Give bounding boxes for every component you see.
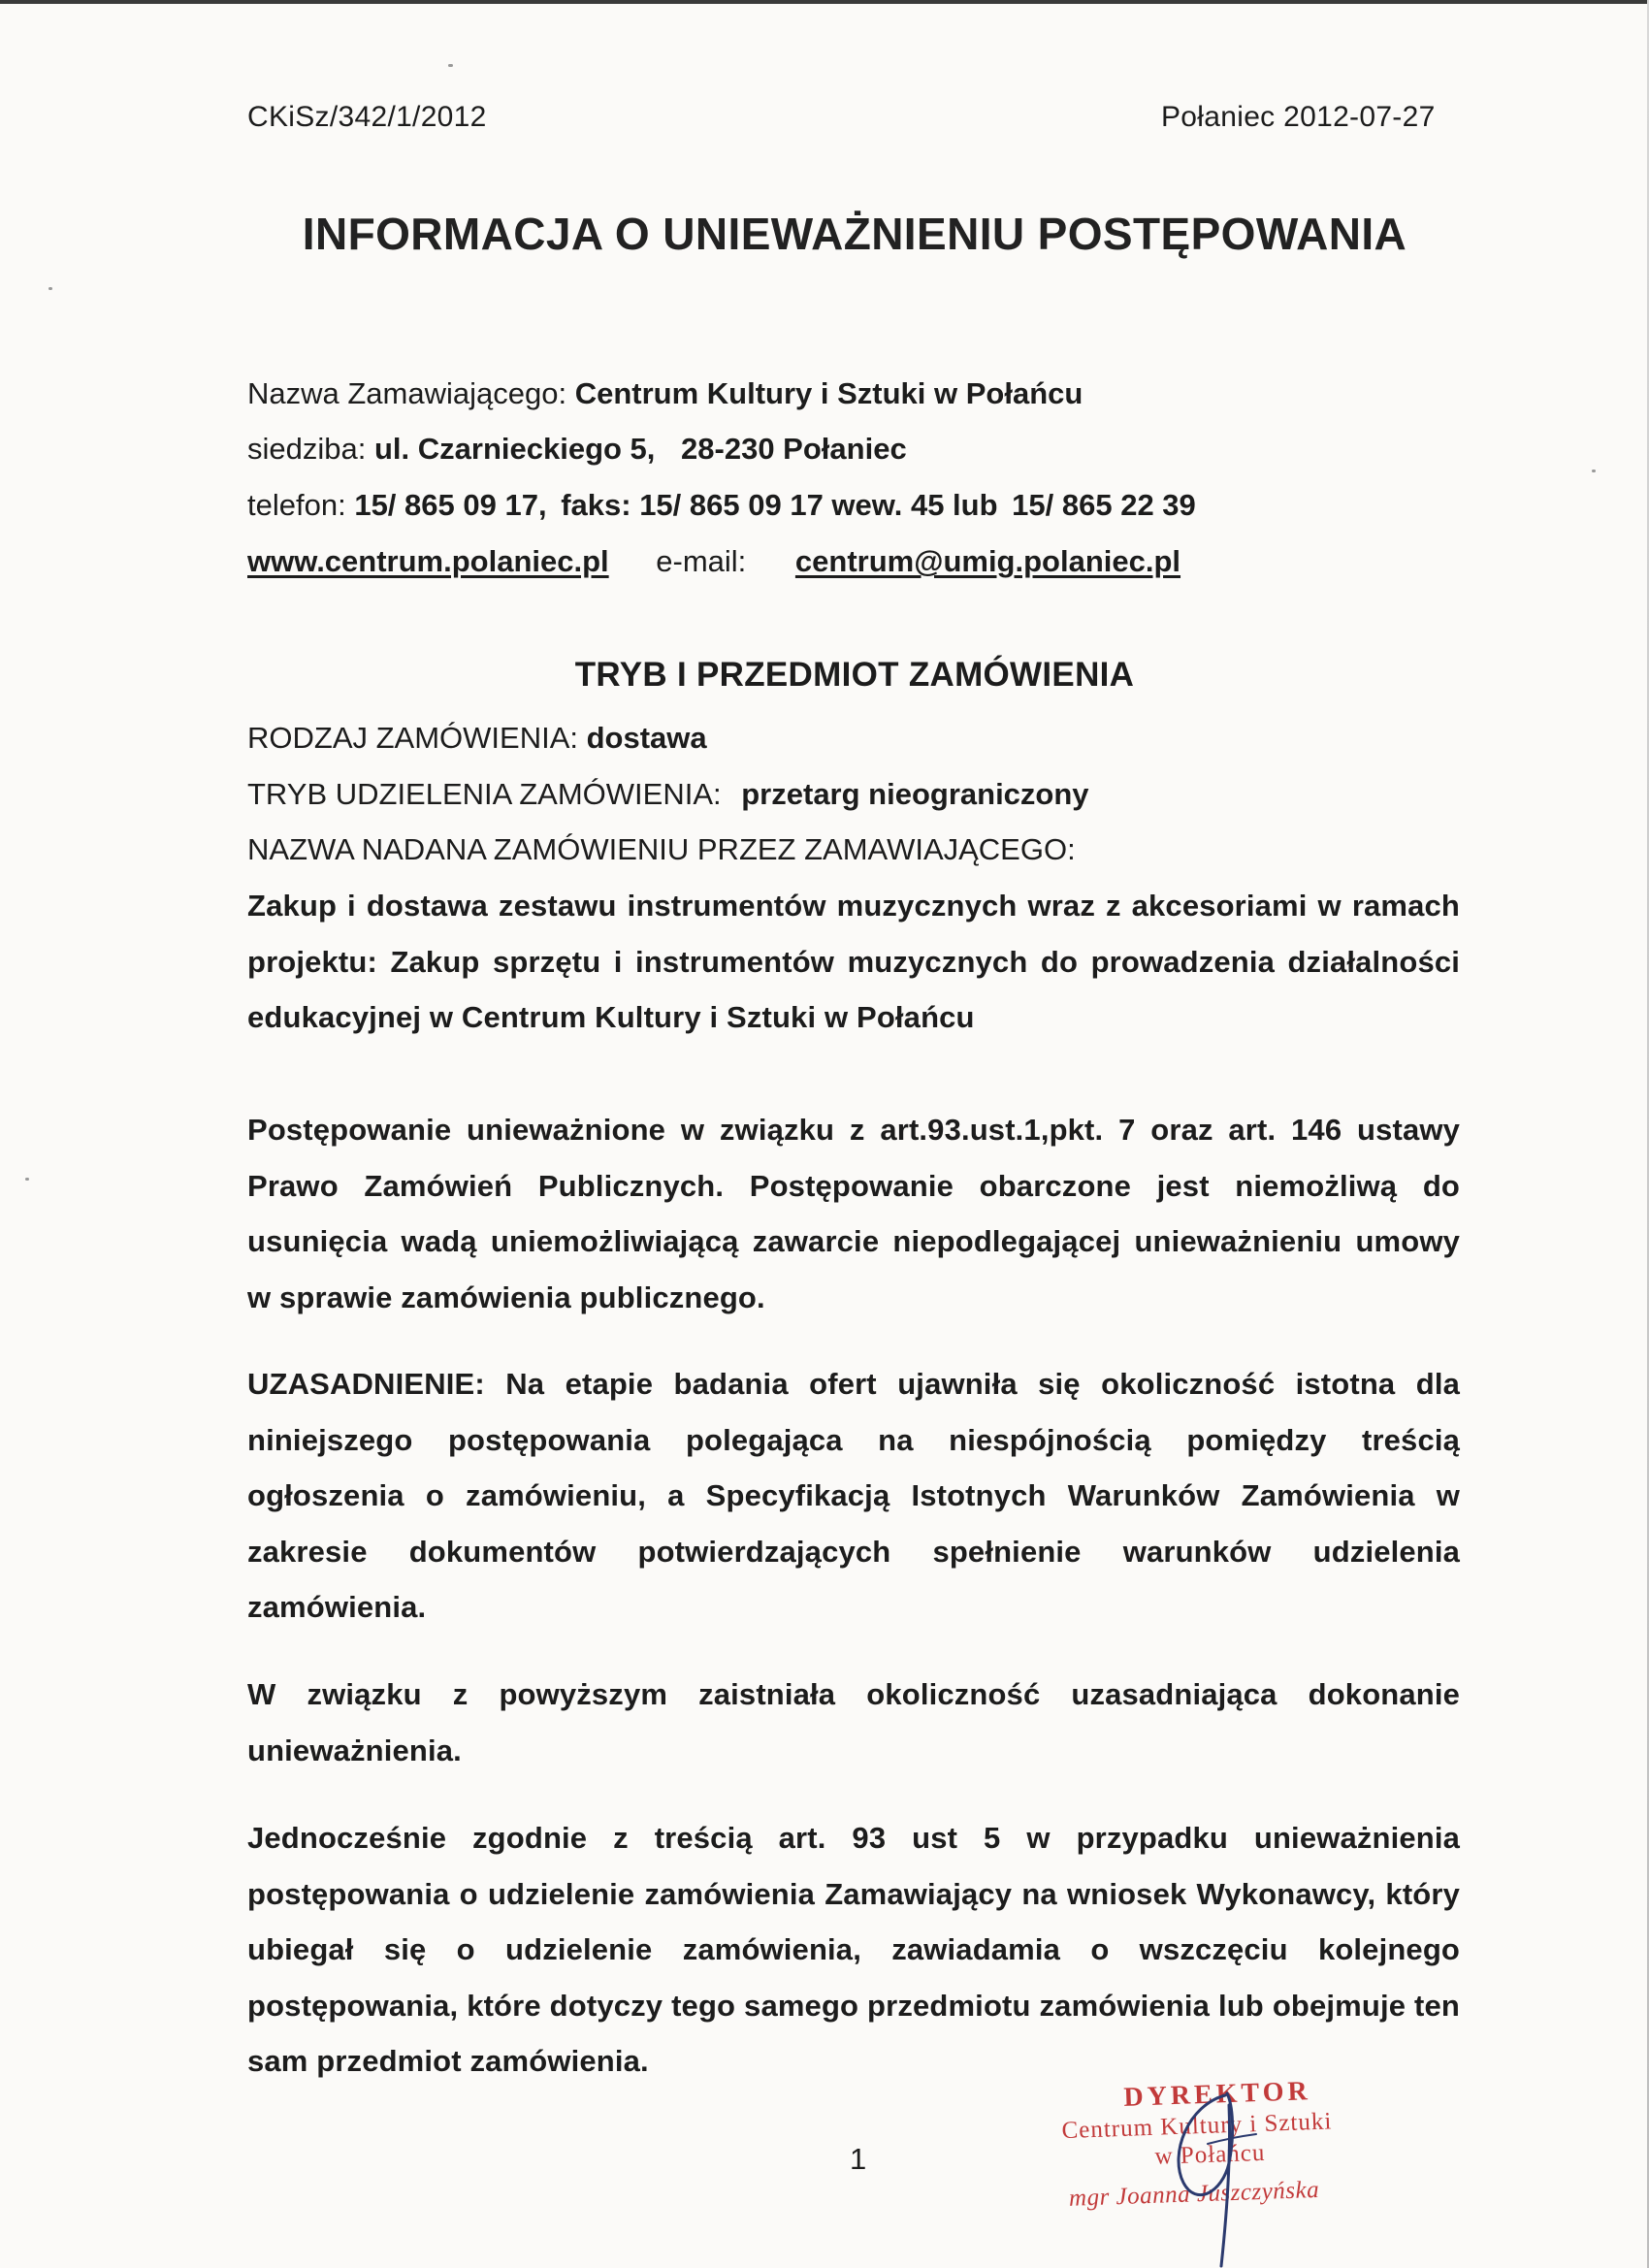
website-link[interactable]: www.centrum.polaniec.pl [247, 544, 609, 578]
page-number: 1 [850, 2142, 867, 2176]
scan-speck [48, 287, 52, 290]
authority-phone-line [247, 488, 1196, 523]
scan-speck [448, 64, 453, 67]
annulment-paragraph: Postępowanie unieważnione w związku z art.93.ust.1,pkt. 7 oraz art. 146 ustawy Prawo Zamówień Publicznych. Postępowanie obarczone jest niemożliwą do usunięcia wadą uniemożliwiającą zawarcie niepodlegającej unieważnieniu umowy w sprawie zamówienia publicznego. [247, 1113, 1460, 1314]
justification-paragraph: UZASADNIENIE: Na etapie badania ofert ujawniła się okoliczność istotna dla niniejszego postępowania polegająca na niespójnością pomiędzy treścią ogłoszenia o zamówieniu, a Specyfikacją Istotnych Warunków Zamówienia w zakresie dokumentów potwierdzających spełnienie warunków udzielenia zamówienia. [247, 1367, 1460, 1624]
handwritten-signature [1149, 2076, 1276, 2268]
stamp-title: DYREKTOR [1122, 2076, 1312, 2113]
email-link[interactable]: centrum@umig.polaniec.pl [794, 544, 1181, 578]
fax-label: faks: [561, 488, 631, 522]
award-mode-value: przetarg nieograniczony [741, 777, 1089, 811]
fax-value-second: 15/ 865 22 39 [1012, 488, 1196, 522]
seat-label: siedziba: [247, 432, 367, 466]
place-and-date: Połaniec 2012-07-27 [1161, 101, 1436, 133]
notice-paragraph: Jednocześnie zgodnie z treścią art. 93 ust 5 w przypadku unieważnienia postępowania o udzielenie zamówienia Zamawiający na wniosek Wykonawcy, który ubiegał się o udzielenie zamówienia, zawiadamia o wszczęciu kolejnego postępowania, które dotyczy tego samego przedmiotu zamówienia lub obejmuje ten sam przedmiot zamówienia. [247, 1821, 1460, 2078]
authority-seat-line [247, 432, 907, 467]
stamp-location: w Połańcu [1154, 2139, 1266, 2170]
phone-label: telefon: [247, 488, 346, 522]
authority-name-line [247, 376, 1083, 411]
email-label: e-mail: [656, 544, 747, 578]
phone-value: 15/ 865 09 17, [354, 488, 547, 522]
scan-speck [1592, 470, 1596, 472]
document-title: INFORMACJA O UNIEWAŻNIENIU POSTĘPOWANIA [302, 209, 1407, 259]
order-type-line [247, 721, 707, 756]
seat-address: ul. Czarnieckiego 5, [373, 432, 656, 466]
seat-postcode-city: 28-230 Połaniec [681, 432, 907, 466]
order-type-label: RODZAJ ZAMÓWIENIA: [247, 721, 578, 755]
stamp-person: mgr Joanna Juszczyńska [1068, 2176, 1320, 2212]
authority-name-label: Nazwa Zamawiającego: [247, 376, 567, 410]
page-top-edge [0, 0, 1649, 4]
scan-speck [25, 1178, 29, 1181]
order-name-label: NAZWA NADANA ZAMÓWIENIU PRZEZ ZAMAWIAJĄCEGO: [247, 832, 1076, 866]
fax-value: 15/ 865 09 17 wew. 45 lub [639, 488, 998, 522]
award-mode-label: TRYB UDZIELENIA ZAMÓWIENIA: [247, 777, 722, 811]
stamp-institution: Centrum Kultury i Sztuki [1061, 2108, 1333, 2145]
authority-name-value: Centrum Kultury i Sztuki w Połańcu [574, 376, 1083, 410]
award-mode-line [247, 777, 1089, 812]
authority-web-line [247, 544, 1180, 579]
order-name-value: Zakup i dostawa zestawu instrumentów muzycznych wraz z akcesoriami w ramach projektu: Zakup sprzętu i instrumentów muzycznych do prowadzenia działalności edukacyjnej w Centrum Kultury i Sztuki w Połańcu [247, 889, 1460, 1034]
document-reference-number: CKiSz/342/1/2012 [247, 101, 487, 133]
consequence-paragraph: W związku z powyższym zaistniała okoliczność uzasadniająca dokonanie unieważnienia. [247, 1677, 1460, 1767]
mode-and-subject-heading: TRYB I PRZEDMIOT ZAMÓWIENIA [574, 656, 1135, 694]
order-type-value: dostawa [586, 721, 707, 755]
